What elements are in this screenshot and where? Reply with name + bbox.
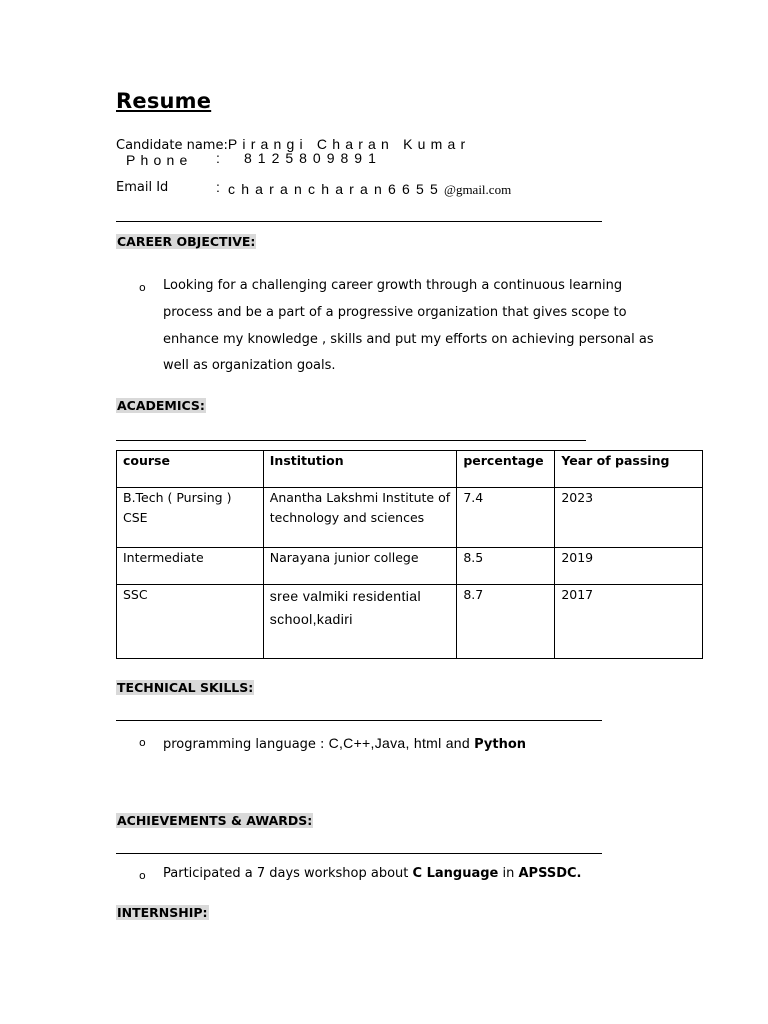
objective-line: Looking for a challenging career growth through a continuous learning bbox=[163, 278, 623, 293]
objective-line: well as organization goals. bbox=[163, 358, 336, 373]
technical-skills-heading: TECHNICAL SKILLS: bbox=[117, 680, 254, 695]
career-objective-heading: CAREER OBJECTIVE: bbox=[117, 234, 256, 249]
course-text-2: CSE bbox=[123, 510, 148, 525]
objective-line: process and be a part of a progressive organization that gives scope to bbox=[163, 305, 627, 320]
header-percentage: percentage bbox=[457, 451, 555, 488]
institution-text-2: school,kadiri bbox=[269, 611, 353, 627]
divider-line bbox=[116, 720, 602, 721]
bullet-icon: o bbox=[139, 736, 146, 749]
skills-prefix: programming language : bbox=[163, 737, 329, 752]
course-cell: Intermediate bbox=[117, 548, 264, 585]
achievements-heading: ACHIEVEMENTS & AWARDS: bbox=[117, 813, 313, 828]
percentage-cell: 8.5 bbox=[457, 548, 555, 585]
year-cell: 2019 bbox=[555, 548, 703, 585]
year-cell: 2023 bbox=[555, 488, 703, 548]
percentage-cell: 7.4 bbox=[457, 488, 555, 548]
email-colon: : bbox=[216, 179, 226, 195]
course-text: B.Tech ( Pursing ) bbox=[123, 490, 232, 505]
divider-line bbox=[116, 853, 602, 854]
email-label: Email Id bbox=[116, 180, 169, 195]
achievement-text: Participated a 7 days workshop about bbox=[163, 866, 413, 881]
bullet-icon: o bbox=[139, 281, 146, 294]
phone-line bbox=[126, 150, 192, 169]
achievement-text-2: in bbox=[498, 866, 519, 881]
header-course: course bbox=[117, 451, 264, 488]
institution-cell bbox=[263, 585, 457, 659]
achievement-bold: C Language bbox=[412, 866, 499, 881]
phone-colon: : bbox=[216, 150, 226, 166]
divider-line bbox=[116, 221, 602, 222]
academics-table bbox=[116, 450, 703, 659]
resume-title: Resume bbox=[116, 89, 212, 113]
achievement-line bbox=[163, 866, 582, 881]
institution-text: sree valmiki residential bbox=[269, 588, 421, 604]
table-row bbox=[117, 585, 703, 659]
email-user: charancharan6655 bbox=[228, 181, 444, 197]
table-header-row bbox=[117, 451, 703, 488]
phone-label: Phone bbox=[126, 152, 193, 168]
objective-line: enhance my knowledge , skills and put my efforts on achieving personal as bbox=[163, 332, 654, 347]
candidate-label: Candidate name: bbox=[116, 138, 228, 153]
table-row bbox=[117, 488, 703, 548]
course-cell: SSC bbox=[117, 585, 264, 659]
divider-line bbox=[116, 440, 586, 441]
institution-cell bbox=[263, 488, 457, 548]
header-year: Year of passing bbox=[555, 451, 703, 488]
academics-heading: ACADEMICS: bbox=[117, 398, 205, 413]
achievement-org: APSSDC. bbox=[518, 866, 582, 881]
course-cell bbox=[117, 488, 264, 548]
phone-value: 8125809891 bbox=[244, 150, 382, 166]
skills-line bbox=[163, 732, 526, 755]
email-domain: @gmail.com bbox=[443, 182, 512, 197]
year-cell: 2017 bbox=[555, 585, 703, 659]
skills-last: Python bbox=[474, 737, 527, 752]
header-institution: Institution bbox=[263, 451, 457, 488]
candidate-name: Pirangi Charan Kumar bbox=[227, 136, 471, 152]
email-value bbox=[228, 179, 511, 198]
table-row bbox=[117, 548, 703, 585]
internship-heading: INTERNSHIP: bbox=[117, 905, 208, 920]
institution-text-2: technology and sciences bbox=[269, 510, 425, 525]
skills-languages: C,C++,Java, html and bbox=[328, 735, 475, 751]
percentage-cell: 8.7 bbox=[457, 585, 555, 659]
institution-cell: Narayana junior college bbox=[263, 548, 457, 585]
institution-text: Anantha Lakshmi Institute of bbox=[269, 490, 451, 505]
bullet-icon: o bbox=[139, 869, 146, 882]
